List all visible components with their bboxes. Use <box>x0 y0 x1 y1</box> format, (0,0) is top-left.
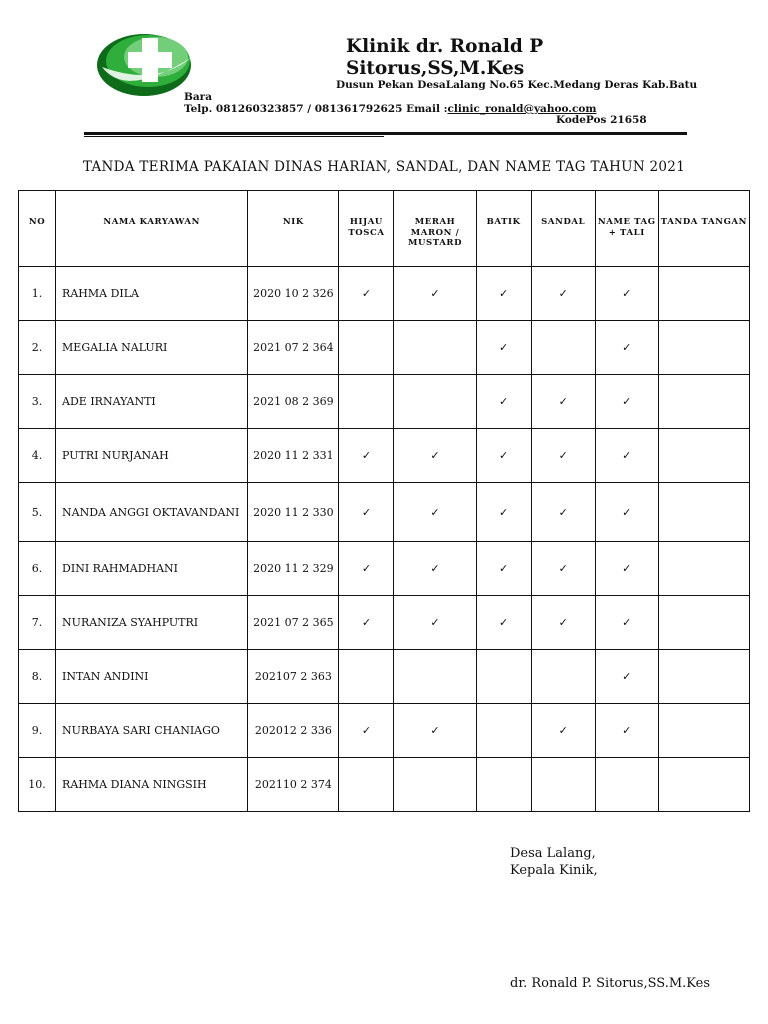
check-merah-maron <box>394 758 476 812</box>
document-title: TANDA TERIMA PAKAIAN DINAS HARIAN, SANDAL, DAN NAME TAG TAHUN 2021 <box>82 159 686 175</box>
check-name-tag: ✓ <box>595 650 658 704</box>
employee-nik: 2020 10 2 326 <box>248 267 339 321</box>
check-batik: ✓ <box>476 542 531 596</box>
employee-nik: 2021 07 2 364 <box>248 321 339 375</box>
check-merah-maron <box>394 375 476 429</box>
signature-cell <box>658 704 749 758</box>
row-number: 3. <box>19 375 56 429</box>
col-header-hijau-tosca: HIJAU TOSCA <box>339 191 394 267</box>
check-name-tag: ✓ <box>595 704 658 758</box>
employee-nik: 2021 08 2 369 <box>248 375 339 429</box>
signature-block <box>510 845 598 879</box>
check-name-tag: ✓ <box>595 596 658 650</box>
check-hijau-tosca: ✓ <box>339 704 394 758</box>
check-merah-maron: ✓ <box>394 483 476 542</box>
row-number: 9. <box>19 704 56 758</box>
check-name-tag: ✓ <box>595 483 658 542</box>
check-hijau-tosca <box>339 321 394 375</box>
postal-code: KodePos 21658 <box>556 114 647 126</box>
row-number: 5. <box>19 483 56 542</box>
check-sandal: ✓ <box>531 483 595 542</box>
table-row <box>19 596 750 650</box>
check-batik <box>476 650 531 704</box>
row-number: 8. <box>19 650 56 704</box>
check-hijau-tosca <box>339 650 394 704</box>
check-name-tag: ✓ <box>595 375 658 429</box>
check-hijau-tosca: ✓ <box>339 596 394 650</box>
table-row <box>19 429 750 483</box>
check-name-tag: ✓ <box>595 429 658 483</box>
check-sandal: ✓ <box>531 375 595 429</box>
col-header-name-tag: NAME TAG + TALI <box>595 191 658 267</box>
check-sandal <box>531 650 595 704</box>
employee-name: PUTRI NURJANAH <box>56 429 248 483</box>
phone-text: Telp. 081260323857 / 081361792625 Email : <box>184 103 448 115</box>
check-hijau-tosca: ✓ <box>339 429 394 483</box>
table-row <box>19 321 750 375</box>
signature-cell <box>658 758 749 812</box>
check-merah-maron: ✓ <box>394 429 476 483</box>
check-sandal: ✓ <box>531 267 595 321</box>
check-merah-maron: ✓ <box>394 596 476 650</box>
col-header-batik: BATIK <box>476 191 531 267</box>
check-sandal: ✓ <box>531 704 595 758</box>
check-merah-maron: ✓ <box>394 704 476 758</box>
check-name-tag <box>595 758 658 812</box>
header-divider-thin <box>84 136 384 137</box>
contact-line <box>184 103 596 115</box>
clinic-logo <box>96 27 196 99</box>
employee-name: DINI RAHMADHANI <box>56 542 248 596</box>
check-batik: ✓ <box>476 321 531 375</box>
signature-cell <box>658 483 749 542</box>
signature-position: Kepala Kinik, <box>510 863 598 878</box>
table-row <box>19 704 750 758</box>
table-row <box>19 542 750 596</box>
check-batik: ✓ <box>476 596 531 650</box>
green-cross-icon <box>97 34 192 96</box>
row-number: 10. <box>19 758 56 812</box>
row-number: 1. <box>19 267 56 321</box>
col-header-no: NO <box>19 191 56 267</box>
table-row <box>19 375 750 429</box>
employee-name: NANDA ANGGI OKTAVANDANI <box>56 483 248 542</box>
check-batik <box>476 704 531 758</box>
table-row <box>19 483 750 542</box>
table-row <box>19 267 750 321</box>
employee-name: ADE IRNAYANTI <box>56 375 248 429</box>
employee-nik: 2020 11 2 330 <box>248 483 339 542</box>
check-hijau-tosca: ✓ <box>339 267 394 321</box>
employee-name: RAHMA DIANA NINGSIH <box>56 758 248 812</box>
col-header-tanda-tangan: TANDA TANGAN <box>658 191 749 267</box>
check-hijau-tosca <box>339 375 394 429</box>
col-header-merah-maron: MERAH MARON / MUSTARD <box>394 191 476 267</box>
check-merah-maron: ✓ <box>394 267 476 321</box>
signature-cell <box>658 542 749 596</box>
receipt-table <box>18 190 750 812</box>
check-sandal: ✓ <box>531 596 595 650</box>
clinic-name: Klinik dr. Ronald P Sitorus,SS,M.Kes <box>346 36 544 79</box>
col-header-name: NAMA KARYAWAN <box>56 191 248 267</box>
email-link[interactable]: clinic_ronald@yahoo.com <box>447 103 597 115</box>
employee-name: RAHMA DILA <box>56 267 248 321</box>
signature-cell <box>658 429 749 483</box>
signer-name: dr. Ronald P. Sitorus,SS.M.Kes <box>510 976 711 991</box>
row-number: 4. <box>19 429 56 483</box>
col-header-nik: NIK <box>248 191 339 267</box>
employee-name: INTAN ANDINI <box>56 650 248 704</box>
table-row <box>19 650 750 704</box>
check-name-tag: ✓ <box>595 267 658 321</box>
check-merah-maron <box>394 650 476 704</box>
address-line-1: Dusun Pekan DesaLalang No.65 Kec.Medang Deras Kab.Batu <box>336 79 698 91</box>
address-line-2: Bara <box>184 91 213 103</box>
signature-cell <box>658 596 749 650</box>
check-hijau-tosca: ✓ <box>339 542 394 596</box>
check-sandal: ✓ <box>531 542 595 596</box>
employee-name: NURANIZA SYAHPUTRI <box>56 596 248 650</box>
header-divider <box>84 132 687 135</box>
check-merah-maron <box>394 321 476 375</box>
signature-cell <box>658 650 749 704</box>
signature-place: Desa Lalang, <box>510 846 596 861</box>
col-header-sandal: SANDAL <box>531 191 595 267</box>
check-sandal <box>531 321 595 375</box>
check-hijau-tosca <box>339 758 394 812</box>
check-sandal: ✓ <box>531 429 595 483</box>
check-name-tag: ✓ <box>595 321 658 375</box>
row-number: 2. <box>19 321 56 375</box>
check-hijau-tosca: ✓ <box>339 483 394 542</box>
employee-name: NURBAYA SARI CHANIAGO <box>56 704 248 758</box>
employee-nik: 2021 07 2 365 <box>248 596 339 650</box>
employee-name: MEGALIA NALURI <box>56 321 248 375</box>
employee-nik: 202110 2 374 <box>248 758 339 812</box>
employee-nik: 202107 2 363 <box>248 650 339 704</box>
check-name-tag: ✓ <box>595 542 658 596</box>
check-batik: ✓ <box>476 375 531 429</box>
check-sandal <box>531 758 595 812</box>
row-number: 7. <box>19 596 56 650</box>
employee-nik: 202012 2 336 <box>248 704 339 758</box>
signature-cell <box>658 321 749 375</box>
check-batik: ✓ <box>476 483 531 542</box>
check-batik: ✓ <box>476 267 531 321</box>
employee-nik: 2020 11 2 331 <box>248 429 339 483</box>
signature-cell <box>658 375 749 429</box>
signature-cell <box>658 267 749 321</box>
table-row <box>19 758 750 812</box>
check-merah-maron: ✓ <box>394 542 476 596</box>
check-batik <box>476 758 531 812</box>
row-number: 6. <box>19 542 56 596</box>
employee-nik: 2020 11 2 329 <box>248 542 339 596</box>
check-batik: ✓ <box>476 429 531 483</box>
table-header-row <box>19 191 750 267</box>
